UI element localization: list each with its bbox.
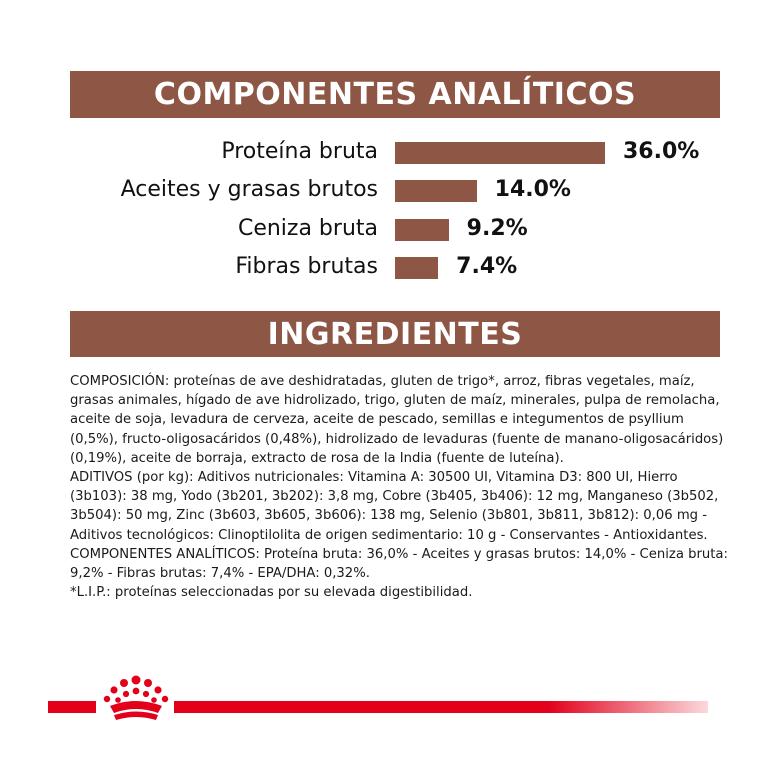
analytic-row-value: 36.0%: [623, 139, 700, 164]
analytic-row-protein: [0, 137, 780, 167]
brand-line-right: [174, 701, 708, 713]
ingredients-body: [70, 372, 730, 602]
analytic-components-heading: [70, 71, 720, 118]
analytic-components-paragraph: COMPONENTES ANALÍTICOS: Proteína bruta: 36,0% - Aceites y grasas brutos: 14,0% - Ceniza bruta: 9,2% - Fibras brutas: 7,4% - EPA/DHA: 0,32%.: [70, 546, 728, 582]
analytic-bar: [395, 180, 477, 202]
analytic-row-label: Fibras brutas: [235, 254, 378, 279]
brand-line-left: [48, 701, 96, 713]
analytic-bar: [395, 142, 605, 164]
ingredients-heading-text: INGREDIENTES: [267, 316, 523, 352]
analytic-components-heading-text: COMPONENTES ANALÍTICOS: [153, 77, 637, 112]
analytic-bar: [395, 257, 438, 279]
additives-paragraph: ADITIVOS (por kg): Aditivos nutricionales: Vitamina A: 30500 UI, Vitamina D3: 800 UI, Hierro (3b103): 38 mg, Yodo (3b201, 3b202): 3,8 mg, Cobre (3b405, 3b406): 12 mg, Manganeso (3b502, 3b504): 50 mg, Zinc (3b603, 3b605, 3b606): 138 mg, Selenio (3b801, 3b811, 3b812): 0,06 mg - Aditivos tecnológicos: Clinoptilolita de origen sedimentario: 10 g - Conservantes - Antioxidantes.: [70, 470, 719, 543]
analytic-row-value: 9.2%: [466, 216, 528, 241]
analytic-row-value: 7.4%: [456, 254, 518, 279]
analytic-row-fiber: [0, 252, 780, 282]
analytic-row-label: Proteína bruta: [221, 139, 378, 164]
analytic-row-label: Aceites y grasas brutos: [120, 177, 378, 202]
analytic-row-ash: [0, 214, 780, 244]
ingredients-heading: [70, 311, 720, 357]
analytic-row-fat: [0, 175, 780, 205]
analytic-bar: [395, 219, 449, 241]
royal-canin-crown-icon: [96, 668, 176, 728]
footnote-paragraph: *L.I.P.: proteínas seleccionadas por su elevada digestibilidad.: [70, 585, 473, 601]
analytic-row-value: 14.0%: [494, 177, 571, 202]
composition-paragraph: COMPOSICIÓN: proteínas de ave deshidratadas, gluten de trigo*, arroz, fibras vegetales, maíz, grasas animales, hígado de ave hidrolizado, trigo, gluten de maíz, minerales, pulpa de remolacha, aceite de soja, levadura de cerveza, aceite de pescado, semillas e integumentos de psyllium (0,5%), fructo-oligosacáridos (0,48%), hidrolizado de levaduras (fuente de manano-oligosacáridos) (0,19%), aceite de borraja, extracto de rosa de la India (fuente de luteína).: [70, 374, 724, 466]
analytic-row-label: Ceniza bruta: [237, 216, 378, 241]
